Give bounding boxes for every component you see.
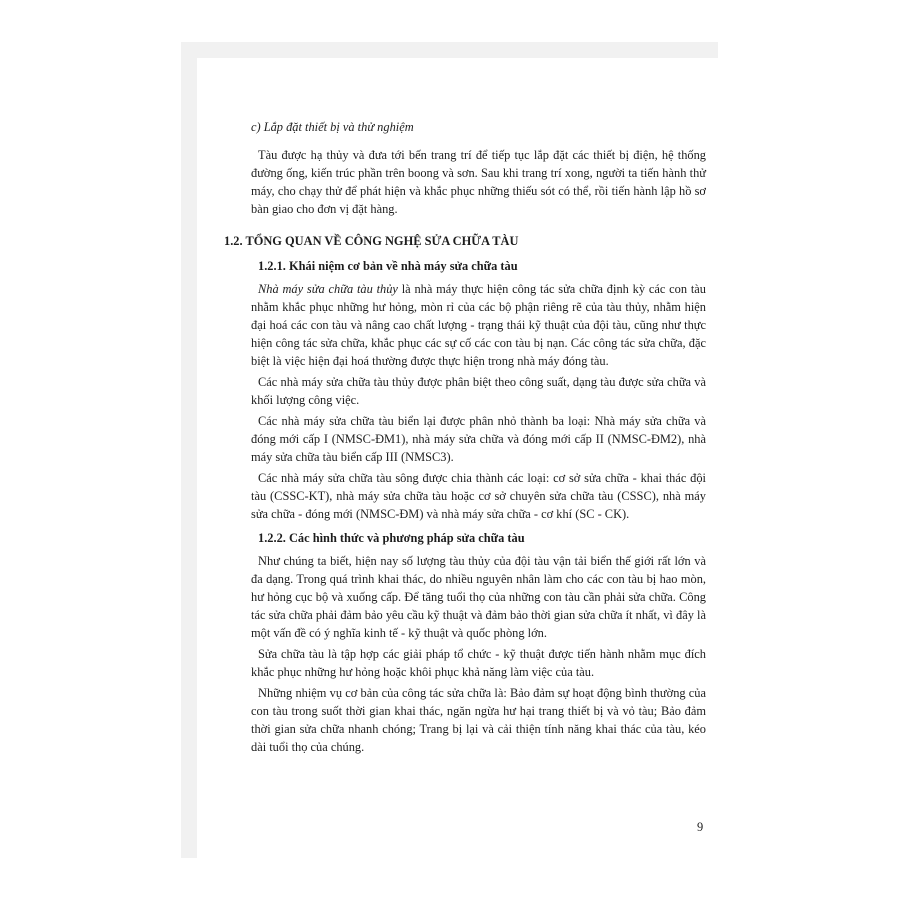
paragraph: Như chúng ta biết, hiện nay số lượng tàu thủy của đội tàu vận tải biển thế giới rất lớn và đa dạng. Trong quá trình khai thác, do nhiều nguyên nhân làm cho các con tàu bị hao mòn, hư hỏng cục bộ và xuống cấp. Để tăng tuổi thọ của những con tàu cần phải sửa chữa. Công tác sửa chữa phải đảm bảo yêu cầu kỹ thuật và đảm bảo thời gian sửa chữa ít nhất, vì đây là một vấn đề có ý nghĩa kinh tế - kỹ thuật và quốc phòng lớn. (251, 554, 706, 640)
page-content (224, 118, 706, 759)
section-heading: 1.2. TỔNG QUAN VỀ CÔNG NGHỆ SỬA CHỮA TÀU (224, 234, 519, 248)
paragraph: Các nhà máy sửa chữa tàu thủy được phân biệt theo công suất, dạng tàu được sửa chữa và khối lượng công việc. (251, 375, 706, 407)
defined-term: Nhà máy sửa chữa tàu thủy (258, 282, 398, 296)
paragraph (251, 280, 706, 370)
paragraph: Tàu được hạ thủy và đưa tới bến trang trí để tiếp tục lắp đặt các thiết bị điện, hệ thống đường ống, kiến trúc phần trên boong và sơn. Sau khi trang trí xong, người ta tiến hành thử máy, cho chạy thử để phát hiện và khắc phục những thiếu sót có thể, rồi tiến hành lập hồ sơ bàn giao cho đơn vị đặt hàng. (251, 148, 706, 216)
page-number: 9 (697, 820, 704, 834)
subsection-title: c) Lắp đặt thiết bị và thử nghiệm (251, 120, 414, 134)
paragraph: Các nhà máy sửa chữa tàu sông được chia thành các loại: cơ sở sửa chữa - khai thác đội tàu (CSSC-KT), nhà máy sửa chữa tàu hoặc cơ sở chuyên sửa chữa tàu (CSSC), nhà máy sửa chữa - đóng mới (NMSC-ĐM) và nhà máy sửa chữa - cơ khí (SC - CK). (251, 471, 706, 521)
paragraph-text: là nhà máy thực hiện công tác sửa chữa định kỳ các con tàu nhằm khắc phục những hư hỏng, mòn rỉ của các bộ phận riêng rẽ của tàu thủy, nhằm hiện đại hoá các con tàu và nâng cao chất lượng - trạng thái kỹ thuật của đội tàu, cũng như thực hiện công tác sửa chữa, khắc phục các sự cố các con tàu bị nạn. Các công tác sửa chữa, đặc biệt là việc hiện đại hoá thường được thực hiện trong nhà máy đóng tàu. (251, 282, 706, 368)
paragraph: Sửa chữa tàu là tập hợp các giải pháp tổ chức - kỹ thuật được tiến hành nhằm mục đích khắc phục những hư hỏng hoặc khôi phục khả năng làm việc của tàu. (251, 647, 706, 679)
paragraph: Các nhà máy sửa chữa tàu biển lại được phân nhỏ thành ba loại: Nhà máy sửa chữa và đóng mới cấp I (NMSC-ĐM1), nhà máy sửa chữa và đóng mới cấp II (NMSC-ĐM2), nhà máy sửa chữa tàu biển cấp III (NMSC3). (251, 414, 706, 464)
paragraph: Những nhiệm vụ cơ bản của công tác sửa chữa là: Bảo đảm sự hoạt động bình thường của con tàu trong suốt thời gian khai thác, ngăn ngừa hư hại trang thiết bị và vỏ tàu; Bảo đảm thời gian sửa chữa nhanh chóng; Trang bị lại và cải thiện tính năng khai thác của tàu, kéo dài tuổi thọ của chúng. (251, 686, 706, 754)
subsection-heading: 1.2.2. Các hình thức và phương pháp sửa chữa tàu (258, 531, 525, 545)
subsection-heading: 1.2.1. Khái niệm cơ bản về nhà máy sửa chữa tàu (258, 259, 518, 273)
